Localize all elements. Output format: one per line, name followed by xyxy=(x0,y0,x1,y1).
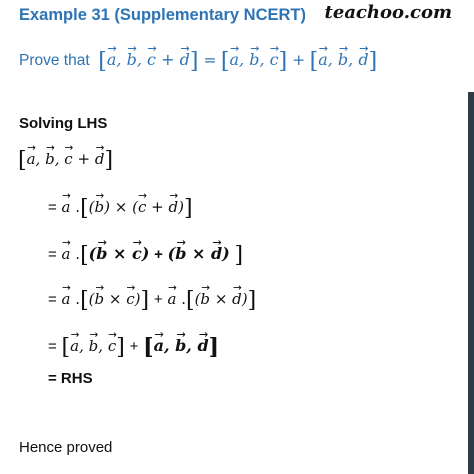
step-2: = → a .[(→ b × → c) + (→ b × → d) ] xyxy=(48,244,243,267)
step-3: = → a .[(→ b × → c)] + → a .[(→ b × → d)] xyxy=(48,290,256,312)
step-4: = [→ a, → b, → c] + [→ a, → b, → d] xyxy=(48,336,219,359)
page-title: Example 31 (Supplementary NCERT) xyxy=(19,6,306,24)
rhs-result: = RHS xyxy=(48,370,93,387)
scrollbar[interactable] xyxy=(468,92,474,474)
rhs-term-2: [→ a, → b, → d] xyxy=(310,50,378,69)
prove-that-label: Prove that xyxy=(19,52,90,69)
problem-statement: Prove that [→ a, → b, → c + → d] = [→ a, → b, → c] + [→ a, → b, → d] xyxy=(19,50,377,73)
step-1: = → a .[(→ b) × (→ c + → d)] xyxy=(48,198,193,220)
teachoo-logo: teachoo.com xyxy=(324,2,452,23)
lhs-expression: [→ a, → b, → c + → d] xyxy=(98,50,203,69)
conclusion: Hence proved xyxy=(19,439,113,456)
solving-heading: Solving LHS xyxy=(19,115,108,132)
step-lhs: [→ a, → b, → c + → d] xyxy=(18,150,113,172)
rhs-term-1: [→ a, → b, → c] xyxy=(221,50,292,69)
